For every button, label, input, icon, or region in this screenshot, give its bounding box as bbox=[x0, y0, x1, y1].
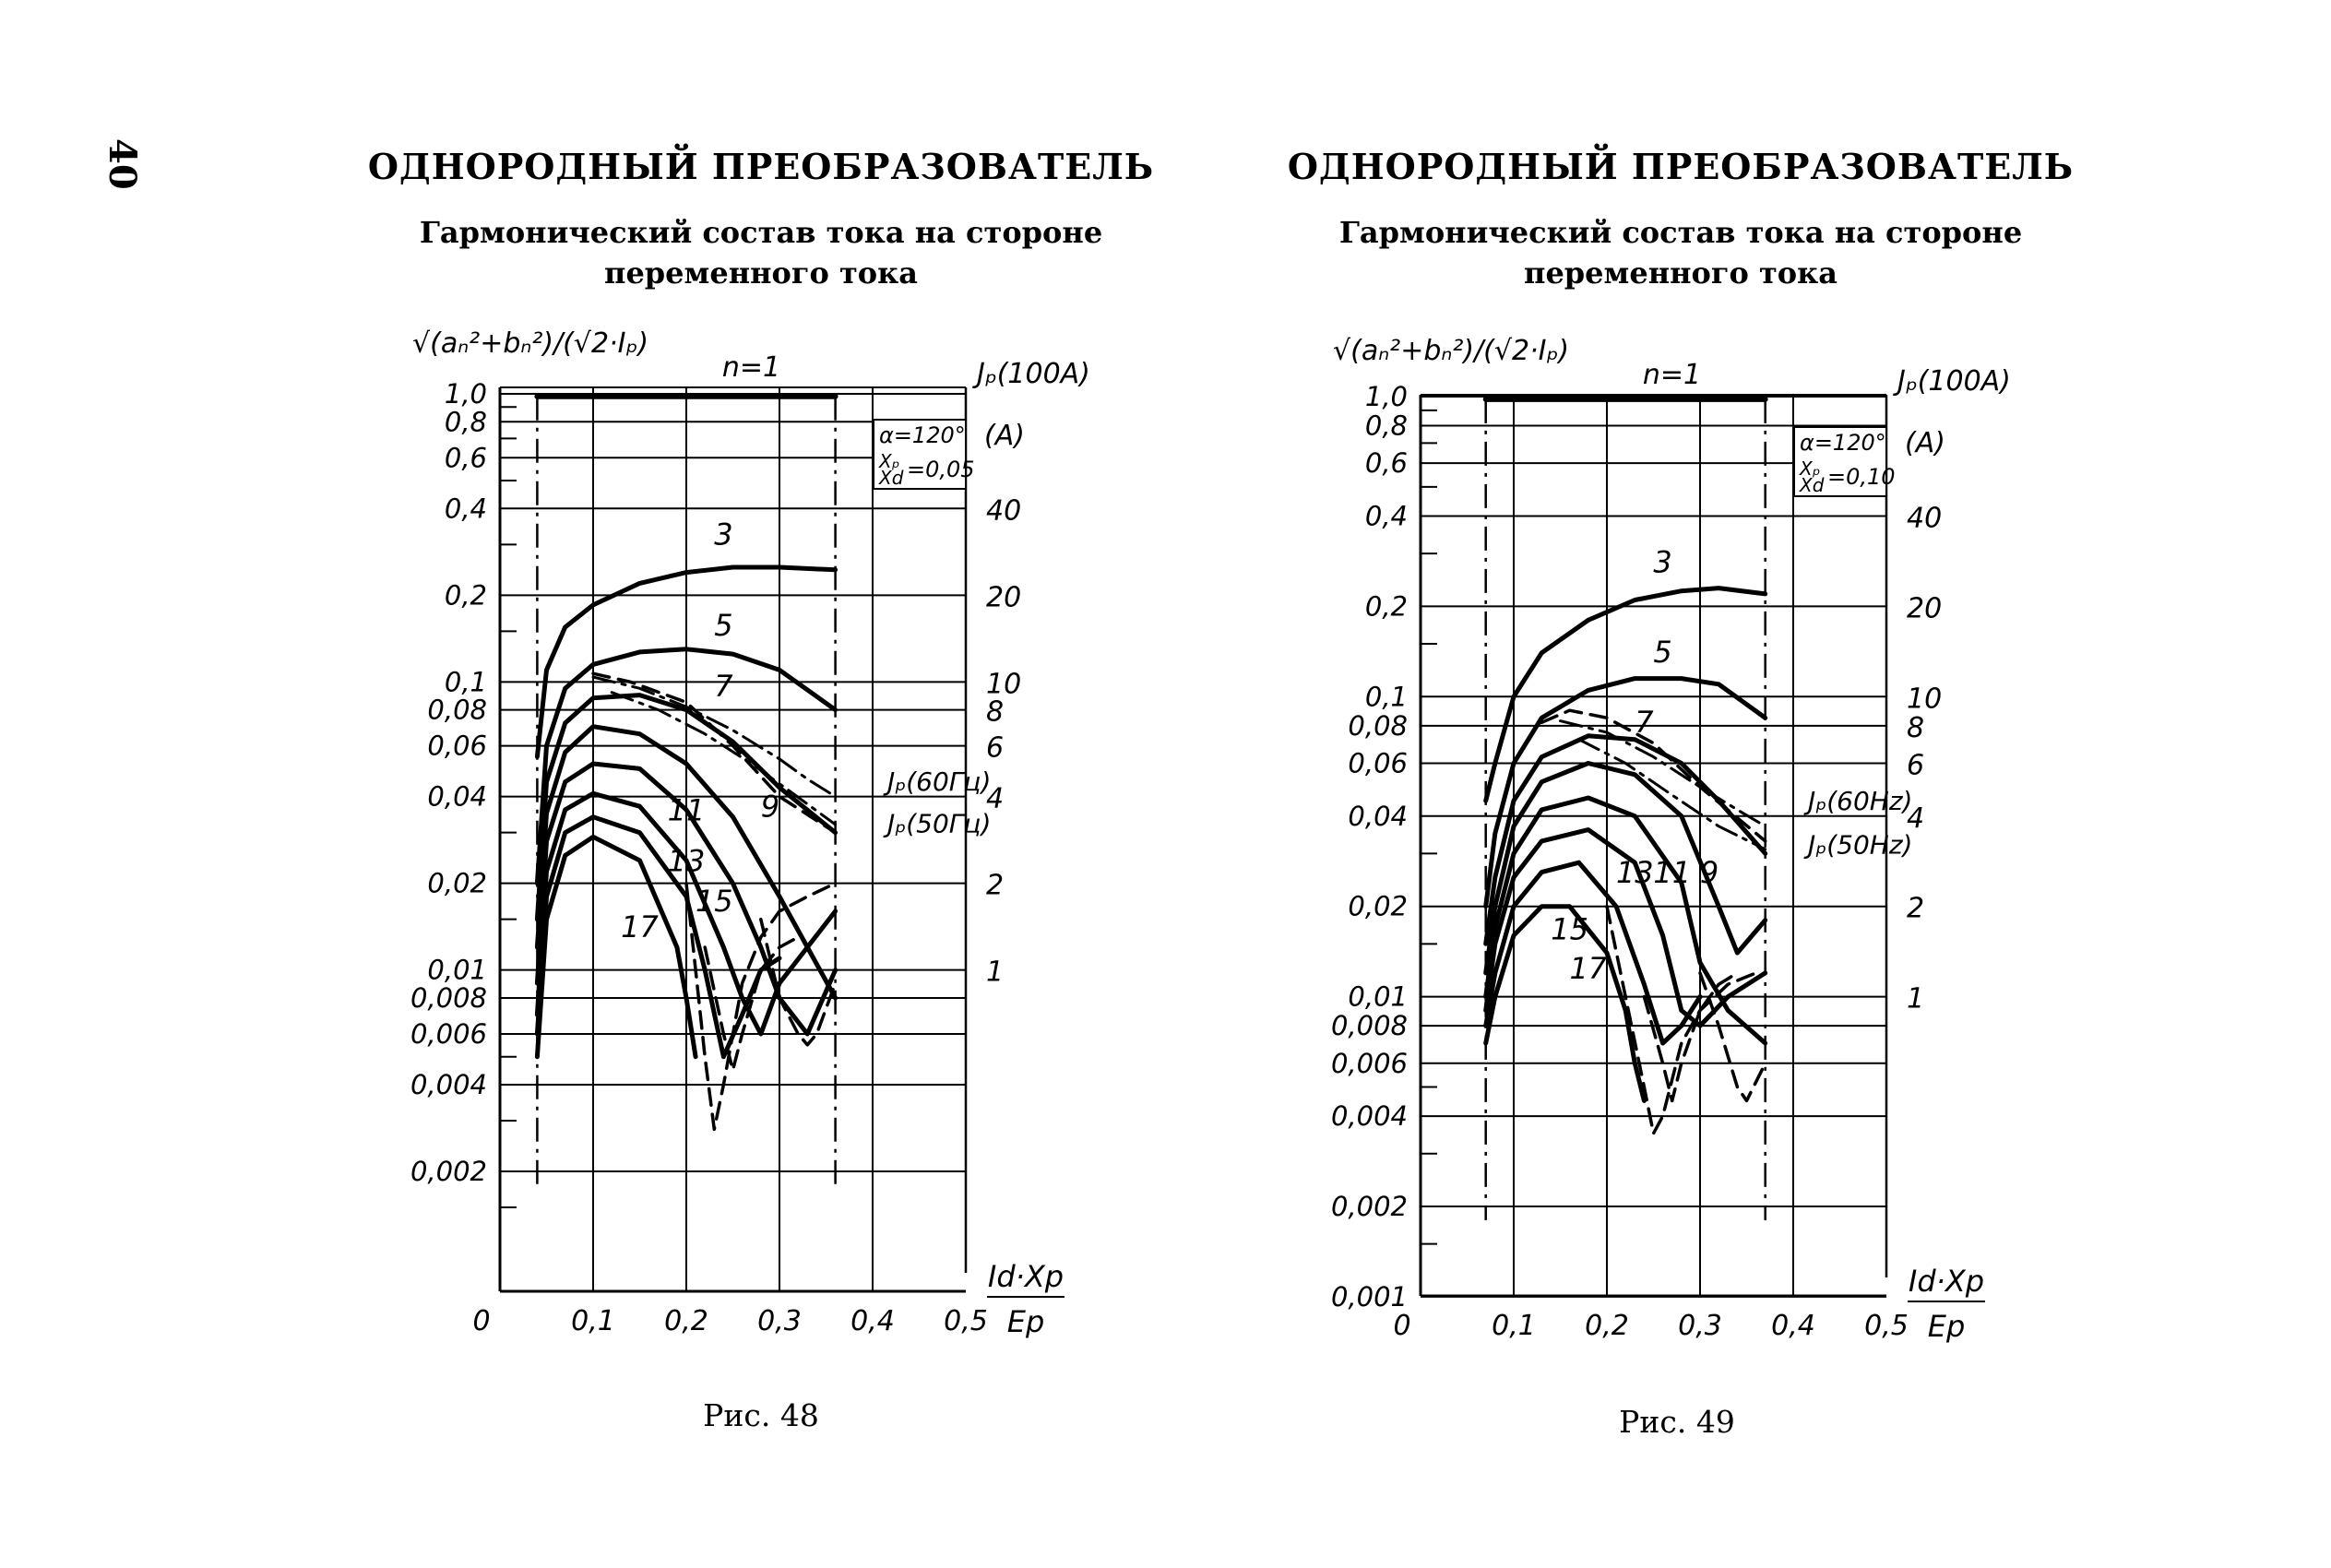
panel-2-param-alpha: α=120° bbox=[1800, 430, 1886, 456]
panel-1-y-tick-label: 0,06 bbox=[427, 730, 487, 762]
panel-1-param-ratio-value: =0,05 bbox=[907, 457, 975, 482]
panel-1-y-tick-label: 0,01 bbox=[427, 954, 487, 986]
panel-2-harmonic-label: 15 bbox=[1551, 911, 1588, 947]
panel-2-y-tick-label: 0,008 bbox=[1330, 1010, 1408, 1042]
panel-1-y-tick-label: 0,02 bbox=[427, 867, 487, 899]
panel-1-x-tick-label: 0,4 bbox=[850, 1305, 895, 1337]
panel-1-right-tick-label: 10 bbox=[986, 668, 1022, 701]
panel-1-right-axis-title: Jₚ(100A) bbox=[977, 358, 1090, 390]
panel-1-x-tick-label: 0,1 bbox=[571, 1305, 615, 1337]
panel-1-x-axis-title-denominator: Ep bbox=[1006, 1304, 1045, 1339]
panel-2-right-tick-label: 10 bbox=[1907, 683, 1943, 716]
panel-1-y-axis-title: √(aₙ²+bₙ²)/(√2·Iₚ) bbox=[412, 327, 649, 360]
panel-1-right-tick-label: 1 bbox=[986, 956, 1005, 989]
panel-1-param-alpha: α=120° bbox=[879, 422, 966, 448]
panel-2-harmonic-label: 13 bbox=[1615, 854, 1654, 890]
panel-2-x-tick-label: 0,1 bbox=[1492, 1310, 1536, 1342]
panel-1-subtitle-line-1: Гармонический состав тока на стороне bbox=[419, 215, 1103, 250]
panel-2-y-tick-label: 0,006 bbox=[1330, 1047, 1408, 1079]
panel-1-right-tick-label: 40 bbox=[986, 494, 1022, 528]
panel-2-subtitle-line-2: переменного тока bbox=[1524, 255, 1837, 291]
panel-2-right-tick-label: 1 bbox=[1907, 982, 1925, 1016]
panel-2-jp50-label: Jₚ(50Hz) bbox=[1808, 829, 1913, 861]
panel-1-right-tick-label: 4 bbox=[986, 782, 1005, 815]
panel-1-y-tick-label: 0,4 bbox=[444, 493, 487, 525]
panel-2-x-axis-title-numerator: Id·Xp bbox=[1908, 1264, 1985, 1299]
panel-1-param-ratio-denominator: Xd bbox=[879, 467, 904, 489]
panel-1-x-tick-label: 0,2 bbox=[664, 1305, 708, 1337]
panel-2-y-tick-label: 0,04 bbox=[1348, 800, 1408, 832]
page-number: 40 bbox=[101, 138, 144, 190]
panel-2-y-tick-label: 0,8 bbox=[1364, 410, 1408, 442]
panel-2-y-tick-label: 0,6 bbox=[1364, 447, 1408, 480]
panel-1-right-axis-unit: (A) bbox=[984, 420, 1025, 452]
panel-1-x-tick-label: 0 bbox=[472, 1305, 491, 1337]
panel-2-x-axis-title-denominator: Ep bbox=[1927, 1309, 1966, 1344]
panel-1-header: ОДНОРОДНЫЙ ПРЕОБРАЗОВАТЕЛЬ bbox=[367, 146, 1155, 187]
panel-2-y-tick-label: 1,0 bbox=[1364, 381, 1408, 412]
panel-1-harmonic-label: 15 bbox=[695, 883, 733, 919]
panel-1-harmonic-label: 5 bbox=[714, 607, 733, 643]
panel-1-y-tick-label: 1,0 bbox=[444, 378, 487, 410]
panel-1-y-tick-label: 0,1 bbox=[444, 666, 487, 698]
panel-2-harmonic-label: 11 bbox=[1653, 854, 1692, 890]
panel-1-subtitle-line-2: переменного тока bbox=[604, 255, 918, 291]
panel-2-y-tick-label: 0,08 bbox=[1348, 709, 1408, 742]
panel-2-x-tick-label: 0,5 bbox=[1864, 1310, 1909, 1342]
panel-2-subtitle-line-1: Гармонический состав тока на стороне bbox=[1338, 215, 2023, 250]
panel-1-right-tick-label: 20 bbox=[986, 581, 1022, 614]
panel-2-param-ratio-denominator: Xd bbox=[1800, 474, 1825, 496]
panel-1-harmonic-label: 17 bbox=[621, 909, 659, 945]
panel-2-y-tick-label: 0,4 bbox=[1364, 500, 1408, 532]
panel-1-param-ratio-numerator: Xₚ bbox=[879, 450, 900, 472]
panel-2-param-ratio-numerator: Xₚ bbox=[1800, 457, 1821, 480]
panel-2-harmonic-label: 9 bbox=[1699, 854, 1719, 890]
panel-2-jp60-label: Jₚ(60Hz) bbox=[1808, 785, 1913, 816]
panel-2-y-tick-label: 0,06 bbox=[1348, 747, 1408, 779]
panel-2-harmonic-label: 5 bbox=[1653, 635, 1672, 671]
panel-2-x-tick-label: 0,2 bbox=[1585, 1310, 1629, 1342]
panel-2-y-tick-label: 0,01 bbox=[1348, 980, 1408, 1013]
panel-1-y-tick-label: 0,8 bbox=[444, 406, 487, 438]
panel-2-harmonic-label: 7 bbox=[1635, 705, 1654, 741]
panel-1-y-tick-label: 0,2 bbox=[444, 579, 487, 612]
panel-2-x-tick-label: 0,4 bbox=[1771, 1310, 1815, 1342]
panel-1-harmonic-label: 9 bbox=[760, 789, 780, 825]
panel-2-right-tick-label: 2 bbox=[1907, 892, 1925, 925]
panel-2-harmonic-label: 3 bbox=[1653, 544, 1672, 580]
panel-1-caption: Рис. 48 bbox=[703, 1397, 819, 1433]
panel-1-right-tick-label: 2 bbox=[986, 869, 1005, 902]
panel-2-param-ratio-value: =0,10 bbox=[1827, 464, 1896, 490]
panel-1-x-tick-label: 0,3 bbox=[757, 1305, 802, 1337]
panel-2-n1-label: n=1 bbox=[1642, 359, 1702, 391]
panel-1-y-tick-label: 0,008 bbox=[410, 981, 487, 1014]
panel-1-y-tick-label: 0,006 bbox=[410, 1017, 487, 1050]
panel-1-n1-label: n=1 bbox=[721, 351, 781, 384]
panel-2-header: ОДНОРОДНЫЙ ПРЕОБРАЗОВАТЕЛЬ bbox=[1287, 146, 2075, 187]
panel-1-right-tick-label: 6 bbox=[986, 731, 1005, 765]
panel-2-y-tick-label: 0,004 bbox=[1330, 1100, 1408, 1133]
panel-1-harmonic-label: 3 bbox=[714, 517, 733, 552]
panel-1-y-tick-label: 0,002 bbox=[410, 1156, 487, 1187]
panel-2-series-3-line bbox=[1486, 588, 1766, 802]
panel-1-y-tick-label: 0,08 bbox=[427, 694, 487, 726]
panel-2-y-tick-label: 0,001 bbox=[1330, 1280, 1408, 1313]
panel-1-x-tick-label: 0,5 bbox=[944, 1305, 988, 1337]
panel-2-x-tick-label: 0 bbox=[1393, 1310, 1411, 1342]
panel-1-jp60-label: Jₚ(60Гц) bbox=[887, 766, 992, 798]
panel-2-right-tick-label: 8 bbox=[1907, 711, 1925, 744]
panel-1-jp50-label: Jₚ(50Гц) bbox=[887, 808, 992, 839]
panel-1-x-axis-title-numerator: Id·Xp bbox=[987, 1259, 1064, 1294]
panel-1-harmonic-label: 7 bbox=[714, 669, 733, 705]
panel-2-right-axis-title: Jₚ(100A) bbox=[1897, 365, 2011, 398]
panel-1-harmonic-label: 11 bbox=[667, 792, 706, 828]
panel-2-right-tick-label: 6 bbox=[1907, 749, 1925, 782]
panel-2-y-tick-label: 0,2 bbox=[1364, 590, 1408, 623]
panel-2-harmonic-label: 17 bbox=[1569, 950, 1608, 986]
panel-2-y-axis-title: √(aₙ²+bₙ²)/(√2·Iₚ) bbox=[1333, 335, 1570, 367]
panel-2-right-tick-label: 20 bbox=[1907, 592, 1943, 625]
panel-2-x-tick-label: 0,3 bbox=[1678, 1310, 1722, 1342]
panel-2-y-tick-label: 0,1 bbox=[1364, 681, 1408, 713]
panel-1-y-tick-label: 0,04 bbox=[427, 780, 487, 813]
panel-1-right-tick-label: 8 bbox=[986, 695, 1005, 729]
panel-2-right-axis-unit: (A) bbox=[1905, 427, 1945, 459]
panel-2-caption: Рис. 49 bbox=[1619, 1404, 1735, 1440]
panel-2-right-tick-label: 4 bbox=[1907, 802, 1925, 835]
panel-1-y-tick-label: 0,6 bbox=[444, 442, 487, 474]
panel-2-y-tick-label: 0,002 bbox=[1330, 1191, 1408, 1222]
panel-2-y-tick-label: 0,02 bbox=[1348, 890, 1408, 922]
panel-2-right-tick-label: 40 bbox=[1907, 502, 1943, 535]
panel-1-harmonic-label: 13 bbox=[667, 843, 706, 879]
panel-1-y-tick-label: 0,004 bbox=[410, 1068, 487, 1100]
